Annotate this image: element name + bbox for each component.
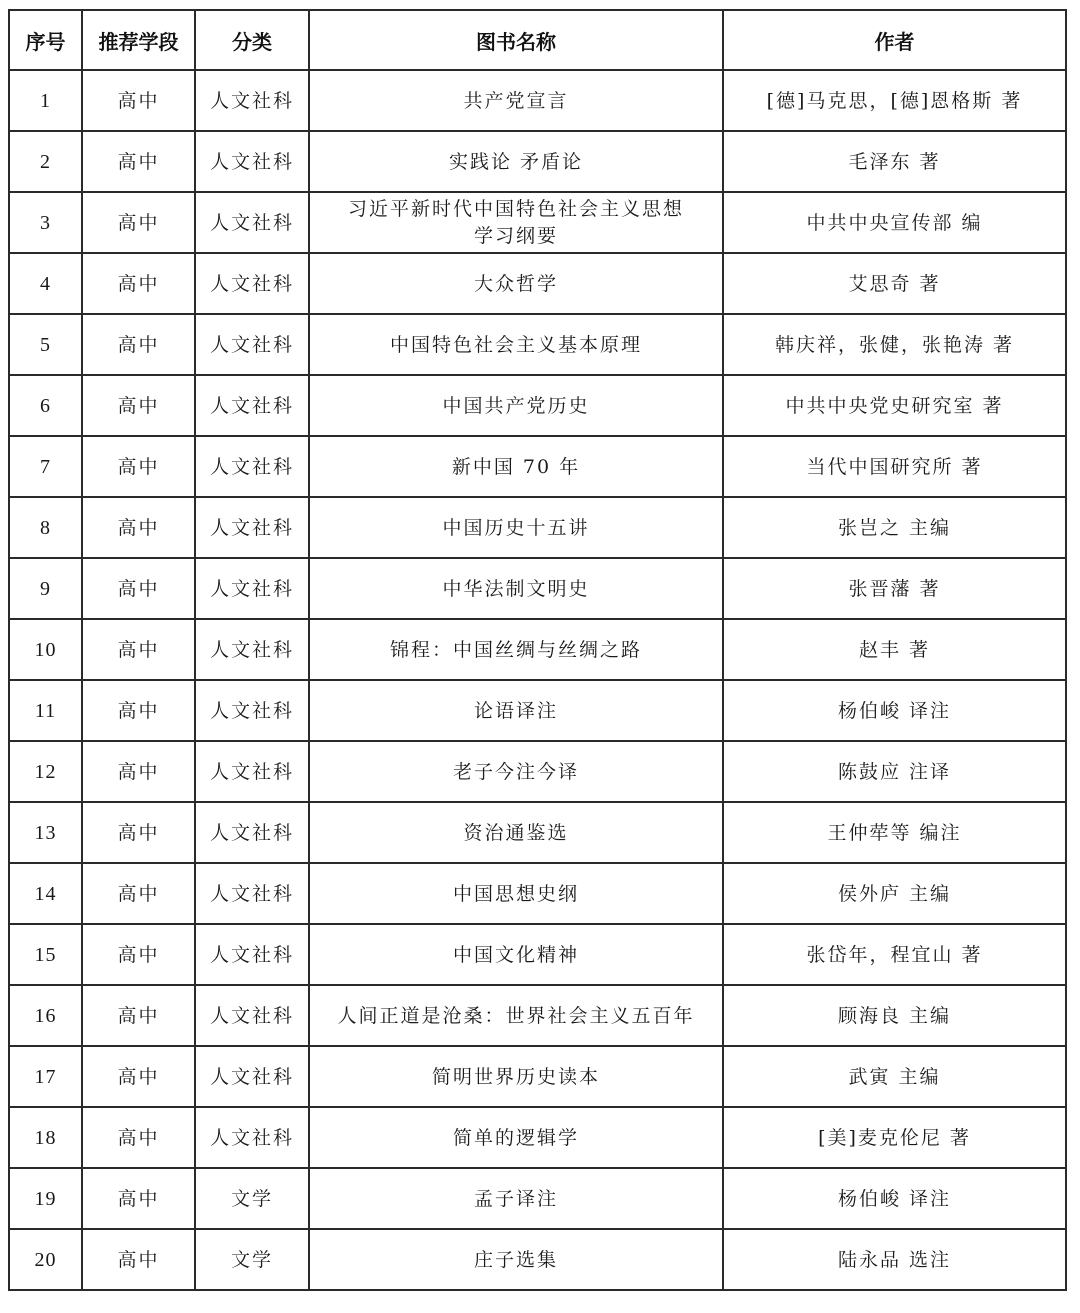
cell-no: 18 — [9, 1107, 82, 1168]
cell-no: 13 — [9, 802, 82, 863]
cell-stage: 高中 — [82, 985, 195, 1046]
cell-category: 人文社科 — [195, 985, 309, 1046]
cell-title: 老子今注今译 — [309, 741, 723, 802]
cell-stage: 高中 — [82, 802, 195, 863]
table-row — [9, 70, 1066, 131]
cell-stage: 高中 — [82, 497, 195, 558]
cell-title: 中国文化精神 — [309, 924, 723, 985]
cell-stage: 高中 — [82, 131, 195, 192]
cell-stage: 高中 — [82, 558, 195, 619]
cell-stage: 高中 — [82, 863, 195, 924]
table-row — [9, 802, 1066, 863]
header-no: 序号 — [9, 10, 82, 70]
cell-stage: 高中 — [82, 314, 195, 375]
cell-no: 3 — [9, 192, 82, 253]
cell-no: 16 — [9, 985, 82, 1046]
cell-author: 艾思奇 著 — [723, 253, 1066, 314]
cell-category: 人文社科 — [195, 802, 309, 863]
header-row — [9, 10, 1066, 70]
cell-stage: 高中 — [82, 436, 195, 497]
cell-category: 人文社科 — [195, 619, 309, 680]
cell-stage: 高中 — [82, 1046, 195, 1107]
cell-no: 15 — [9, 924, 82, 985]
cell-author: 顾海良 主编 — [723, 985, 1066, 1046]
cell-category: 人文社科 — [195, 70, 309, 131]
cell-no: 10 — [9, 619, 82, 680]
cell-title: 大众哲学 — [309, 253, 723, 314]
cell-author: [美]麦克伦尼 著 — [723, 1107, 1066, 1168]
cell-title: 资治通鉴选 — [309, 802, 723, 863]
cell-category: 人文社科 — [195, 192, 309, 253]
cell-category: 人文社科 — [195, 741, 309, 802]
table-row — [9, 253, 1066, 314]
cell-stage: 高中 — [82, 375, 195, 436]
cell-title: 锦程：中国丝绸与丝绸之路 — [309, 619, 723, 680]
cell-no: 14 — [9, 863, 82, 924]
cell-author: 陈鼓应 注译 — [723, 741, 1066, 802]
table-row — [9, 863, 1066, 924]
cell-no: 17 — [9, 1046, 82, 1107]
cell-no: 20 — [9, 1229, 82, 1290]
cell-title: 实践论 矛盾论 — [309, 131, 723, 192]
cell-author: 张岱年，程宜山 著 — [723, 924, 1066, 985]
cell-no: 5 — [9, 314, 82, 375]
cell-author: 韩庆祥，张健，张艳涛 著 — [723, 314, 1066, 375]
cell-stage: 高中 — [82, 253, 195, 314]
cell-category: 人文社科 — [195, 680, 309, 741]
cell-no: 8 — [9, 497, 82, 558]
cell-category: 文学 — [195, 1229, 309, 1290]
table-header — [9, 10, 1066, 70]
table-row — [9, 619, 1066, 680]
cell-category: 人文社科 — [195, 1107, 309, 1168]
header-author: 作者 — [723, 10, 1066, 70]
table-row — [9, 131, 1066, 192]
cell-title: 庄子选集 — [309, 1229, 723, 1290]
cell-title: 中华法制文明史 — [309, 558, 723, 619]
table-row — [9, 1229, 1066, 1290]
table-row — [9, 314, 1066, 375]
cell-title: 中国思想史纲 — [309, 863, 723, 924]
cell-title: 简明世界历史读本 — [309, 1046, 723, 1107]
table-row — [9, 192, 1066, 253]
cell-stage: 高中 — [82, 924, 195, 985]
table-row — [9, 497, 1066, 558]
table-body — [9, 70, 1066, 1290]
cell-category: 人文社科 — [195, 253, 309, 314]
table-row — [9, 558, 1066, 619]
table-row — [9, 741, 1066, 802]
cell-title: 新中国 70 年 — [309, 436, 723, 497]
cell-stage: 高中 — [82, 192, 195, 253]
cell-title: 习近平新时代中国特色社会主义思想学习纲要 — [309, 192, 723, 253]
cell-author: 王仲荦等 编注 — [723, 802, 1066, 863]
cell-no: 7 — [9, 436, 82, 497]
cell-author: 张晋藩 著 — [723, 558, 1066, 619]
cell-title: 中国历史十五讲 — [309, 497, 723, 558]
cell-title: 孟子译注 — [309, 1168, 723, 1229]
cell-author: [德]马克思，[德]恩格斯 著 — [723, 70, 1066, 131]
cell-stage: 高中 — [82, 619, 195, 680]
table-row — [9, 985, 1066, 1046]
cell-title: 人间正道是沧桑：世界社会主义五百年 — [309, 985, 723, 1046]
cell-title: 论语译注 — [309, 680, 723, 741]
cell-category: 人文社科 — [195, 558, 309, 619]
cell-stage: 高中 — [82, 1168, 195, 1229]
table-row — [9, 680, 1066, 741]
cell-author: 张岂之 主编 — [723, 497, 1066, 558]
cell-no: 2 — [9, 131, 82, 192]
cell-no: 6 — [9, 375, 82, 436]
cell-category: 人文社科 — [195, 436, 309, 497]
header-stage: 推荐学段 — [82, 10, 195, 70]
cell-category: 人文社科 — [195, 1046, 309, 1107]
cell-no: 4 — [9, 253, 82, 314]
table-row — [9, 1107, 1066, 1168]
cell-title: 中国共产党历史 — [309, 375, 723, 436]
cell-no: 9 — [9, 558, 82, 619]
cell-author: 毛泽东 著 — [723, 131, 1066, 192]
header-category: 分类 — [195, 10, 309, 70]
table-row — [9, 1046, 1066, 1107]
table-row — [9, 924, 1066, 985]
cell-stage: 高中 — [82, 741, 195, 802]
cell-author: 中共中央党史研究室 著 — [723, 375, 1066, 436]
cell-no: 1 — [9, 70, 82, 131]
cell-stage: 高中 — [82, 70, 195, 131]
cell-author: 当代中国研究所 著 — [723, 436, 1066, 497]
cell-author: 杨伯峻 译注 — [723, 680, 1066, 741]
cell-stage: 高中 — [82, 1229, 195, 1290]
cell-title: 中国特色社会主义基本原理 — [309, 314, 723, 375]
cell-category: 人文社科 — [195, 863, 309, 924]
cell-no: 12 — [9, 741, 82, 802]
header-title: 图书名称 — [309, 10, 723, 70]
cell-category: 人文社科 — [195, 497, 309, 558]
cell-category: 文学 — [195, 1168, 309, 1229]
table-row — [9, 436, 1066, 497]
cell-title: 简单的逻辑学 — [309, 1107, 723, 1168]
table-row — [9, 1168, 1066, 1229]
cell-no: 11 — [9, 680, 82, 741]
cell-category: 人文社科 — [195, 131, 309, 192]
cell-author: 武寅 主编 — [723, 1046, 1066, 1107]
cell-stage: 高中 — [82, 680, 195, 741]
cell-category: 人文社科 — [195, 375, 309, 436]
cell-title: 共产党宣言 — [309, 70, 723, 131]
cell-category: 人文社科 — [195, 314, 309, 375]
cell-stage: 高中 — [82, 1107, 195, 1168]
cell-no: 19 — [9, 1168, 82, 1229]
cell-author: 陆永品 选注 — [723, 1229, 1066, 1290]
cell-category: 人文社科 — [195, 924, 309, 985]
cell-author: 中共中央宣传部 编 — [723, 192, 1066, 253]
cell-author: 杨伯峻 译注 — [723, 1168, 1066, 1229]
table-row — [9, 375, 1066, 436]
book-list-table — [8, 9, 1067, 1291]
cell-author: 赵丰 著 — [723, 619, 1066, 680]
cell-author: 侯外庐 主编 — [723, 863, 1066, 924]
